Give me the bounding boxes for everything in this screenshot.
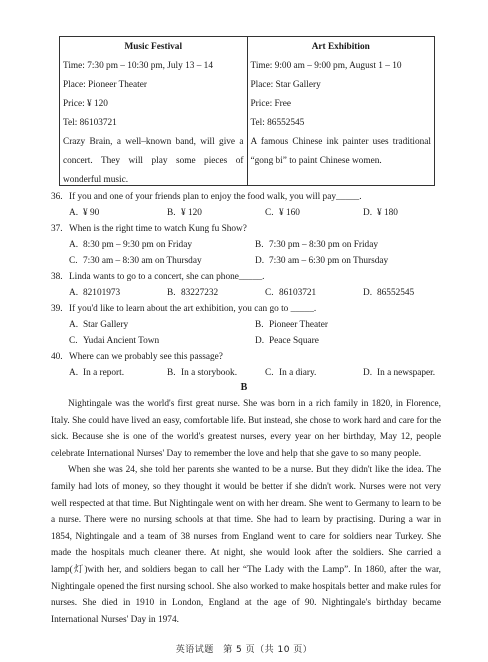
option-letter: D. — [255, 336, 265, 346]
option-d — [255, 253, 441, 269]
music-festival-tel: Tel: 86103721 — [63, 118, 117, 128]
option-c — [265, 285, 363, 301]
music-festival-price: Price: ¥ 120 — [63, 99, 108, 109]
art-exhibition-price: Price: Free — [250, 99, 292, 109]
option-row — [51, 237, 441, 253]
option-row — [51, 205, 441, 221]
question-stem — [51, 301, 441, 317]
option-text: ¥ 180 — [377, 208, 398, 218]
question-stem — [51, 269, 441, 285]
passage-paragraph: Nightingale was the world's first great nurse. She was born in a rich family in 1820, in Florence, Italy. She could have lived an easy, comfortable life. But instead, she chose to work hard and care for the sick. Because she is one of the world's greatest nurses, every year on her birthday, May 12, people celebrate International Nurses' Day to remember the love and help that she gave to so many people. — [51, 399, 441, 459]
option-a — [69, 237, 255, 253]
question-text: Linda wants to go to a concert, she can phone_____. — [69, 272, 265, 282]
option-a — [69, 365, 167, 381]
option-d — [363, 205, 398, 221]
question-36 — [51, 189, 441, 221]
option-text: In a diary. — [279, 368, 317, 378]
option-text: 7:30 am – 8:30 am on Thursday — [83, 256, 202, 266]
option-letter: A. — [69, 320, 79, 330]
option-row — [51, 365, 441, 381]
option-row — [51, 253, 441, 269]
question-40 — [51, 349, 441, 381]
page-footer: 英语试题 第 5 页（共 10 页） — [175, 645, 313, 655]
music-festival-description: Crazy Brain, a well–known band, will give a concert. They will play some pieces of wonderful music. — [63, 137, 244, 185]
option-d — [363, 365, 435, 381]
option-letter: B. — [255, 320, 264, 330]
option-a — [69, 317, 255, 333]
art-exhibition-place: Place: Star Gallery — [250, 80, 321, 90]
option-a — [69, 285, 167, 301]
option-letter: A. — [69, 208, 79, 218]
option-c — [69, 253, 255, 269]
question-37 — [51, 221, 441, 269]
art-exhibition-title: Art Exhibition — [311, 42, 370, 52]
option-text: Pioneer Theater — [269, 320, 328, 330]
option-letter: D. — [363, 368, 373, 378]
option-letter: D. — [363, 208, 373, 218]
option-letter: B. — [167, 368, 176, 378]
option-text: ¥ 90 — [83, 208, 100, 218]
option-text: In a storybook. — [181, 368, 238, 378]
option-text: In a report. — [83, 368, 125, 378]
art-exhibition-time: Time: 9:00 am – 9:00 pm, August 1 – 10 — [250, 61, 402, 71]
question-number: 40. — [51, 352, 63, 362]
question-stem — [51, 349, 441, 365]
option-d — [255, 333, 441, 349]
option-letter: A. — [69, 368, 79, 378]
option-letter: C. — [69, 336, 78, 346]
question-39 — [51, 301, 441, 349]
section-b-passage — [51, 396, 441, 628]
option-letter: C. — [69, 256, 78, 266]
music-festival-time: Time: 7:30 pm – 10:30 pm, July 13 – 14 — [63, 61, 213, 71]
option-letter: B. — [167, 288, 176, 298]
art-exhibition-description: A famous Chinese ink painter uses traditional “gong bi” to paint Chinese women. — [250, 137, 431, 166]
option-b — [255, 237, 441, 253]
question-number: 38. — [51, 272, 63, 282]
question-stem — [51, 221, 441, 237]
music-festival-title: Music Festival — [124, 42, 183, 52]
option-text: Peace Square — [269, 336, 319, 346]
option-letter: C. — [265, 368, 274, 378]
music-festival-place: Place: Pioneer Theater — [63, 80, 147, 90]
question-list — [51, 189, 441, 381]
option-text: 82101973 — [83, 288, 121, 298]
section-b-heading: B — [240, 382, 248, 393]
option-text: 7:30 am – 6:30 pm on Thursday — [269, 256, 389, 266]
question-38 — [51, 269, 441, 301]
option-letter: C. — [265, 208, 274, 218]
question-number: 39. — [51, 304, 63, 314]
question-text: When is the right time to watch Kung fu Show? — [69, 224, 247, 234]
option-d — [363, 285, 414, 301]
option-text: In a newspaper. — [377, 368, 436, 378]
music-festival-column — [60, 37, 247, 185]
option-row — [51, 317, 441, 333]
events-table — [59, 36, 435, 186]
question-stem — [51, 189, 441, 205]
passage-paragraph: When she was 24, she told her parents she wanted to be a nurse. But they didn't like the idea. The family had lots of money, so they thought it would be better if she didn't work. Nurses were not very well respected at that time. But Nightingale went on with her dream. She went to Germany to learn to be a nurse. There were no nursing schools at that time. She had to learn by practising. During a war in 1854, Nightingale and a team of 38 nurses from England went to care for soldiers near Turkey. She made the hospitals much cleaner there. At night, she would look after the soldiers. She carried a lamp(灯)with her, and soldiers began to call her “The Lady with the Lamp”. In 1860, after the war, Nightingale opened the first nursing school. She also worked to make hospitals better and make rules for nurses. She died in 1910 in London, England at the age of 90. Nightingale's birthday became International Nurses' Day in 1974. — [51, 465, 441, 625]
option-text: ¥ 160 — [279, 208, 300, 218]
option-text: 83227232 — [181, 288, 219, 298]
option-text: 86552545 — [377, 288, 415, 298]
art-exhibition-column — [247, 37, 435, 185]
option-text: 86103721 — [279, 288, 317, 298]
option-letter: D. — [363, 288, 373, 298]
option-c — [265, 365, 363, 381]
option-letter: B. — [167, 208, 176, 218]
option-letter: B. — [255, 240, 264, 250]
option-c — [69, 333, 255, 349]
option-b — [167, 285, 265, 301]
option-letter: C. — [265, 288, 274, 298]
option-a — [69, 205, 167, 221]
option-letter: D. — [255, 256, 265, 266]
question-text: If you'd like to learn about the art exhibition, you can go to _____. — [69, 304, 317, 314]
option-letter: A. — [69, 240, 79, 250]
option-c — [265, 205, 363, 221]
option-b — [167, 365, 265, 381]
option-row — [51, 333, 441, 349]
art-exhibition-tel: Tel: 86552545 — [250, 118, 305, 128]
option-letter: A. — [69, 288, 79, 298]
option-text: 7:30 pm – 8:30 pm on Friday — [269, 240, 378, 250]
question-text: Where can we probably see this passage? — [69, 352, 223, 362]
option-text: 8:30 pm – 9:30 pm on Friday — [83, 240, 192, 250]
question-number: 37. — [51, 224, 63, 234]
question-text: If you and one of your friends plan to enjoy the food walk, you will pay_____. — [69, 192, 362, 202]
option-b — [167, 205, 265, 221]
option-row — [51, 285, 441, 301]
option-text: Star Gallery — [83, 320, 129, 330]
option-text: ¥ 120 — [181, 208, 202, 218]
question-number: 36. — [51, 192, 63, 202]
option-text: Yudai Ancient Town — [83, 336, 160, 346]
option-b — [255, 317, 441, 333]
